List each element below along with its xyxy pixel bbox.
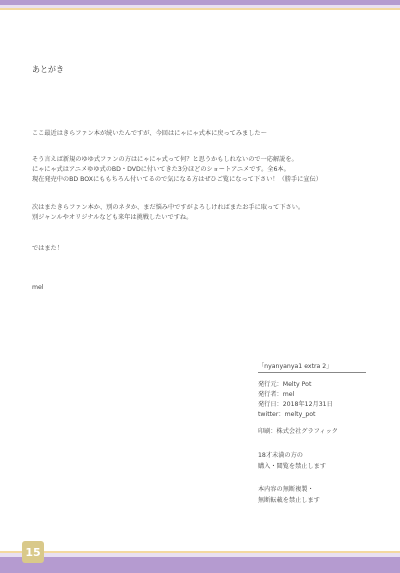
colophon-title: 「nyanyanya1 extra 2」 [258, 363, 333, 370]
afterword-line: にゃにゃ式はアニメゆゆ式のBD・DVDに付いてきた3分ほどのショートアニメです。全6本。 [32, 166, 290, 173]
afterword-paragraph-2 [32, 155, 322, 185]
afterword-line: 現在発売中のBD BOXにももちろん付いてるので気になる方はぜひご覧になって下さい！（勝手に宣伝） [32, 176, 322, 183]
afterword-line: そう言えば新規のゆゆ式ファンの方はにゃにゃ式って何？と思うかもしれないので一応解説を。 [32, 156, 298, 163]
afterword-line: ここ最近はきらファン本が続いたんですが、今回はにゃにゃ式本に戻ってみました～ [32, 130, 267, 137]
colophon-date: 発行日：2018年12月31日 [258, 401, 333, 408]
page-number: 15 [22, 541, 44, 563]
colophon-issuer: 発行者：mel [258, 391, 295, 398]
colophon-copy-notice-1: 本内容の無断複製・ [258, 486, 314, 493]
colophon-printer: 印刷：株式会社グラフィック [258, 428, 338, 435]
colophon-age-notice-1: 18才未満の方の [258, 452, 303, 459]
colophon-copy-notice-2: 無断転載を禁止します [258, 497, 320, 504]
afterword-signoff: ではまた！ [32, 245, 63, 252]
bottom-border [0, 551, 400, 573]
colophon-twitter: twitter：melty_pot [258, 411, 316, 418]
afterword-line: 別ジャンルやオリジナルなども来年は挑戦したいですね。 [32, 214, 193, 221]
colophon-divider [258, 372, 366, 373]
afterword-author: mel [32, 284, 44, 291]
top-border [0, 0, 400, 12]
afterword-paragraph-3 [32, 203, 304, 223]
colophon-publisher: 発行元：Melty Pot [258, 381, 312, 388]
colophon-age-notice-2: 購入・閲覧を禁止します [258, 463, 327, 470]
afterword-paragraph-1 [32, 129, 267, 139]
afterword-heading: あとがき [32, 65, 64, 74]
bottom-border-band-purple [0, 557, 400, 573]
top-border-band-gold [0, 8, 400, 10]
afterword-line: 次はまたきらファン本か、別のネタか、まだ悩み中ですがよろしければまたお手に取って下さい。 [32, 204, 305, 211]
